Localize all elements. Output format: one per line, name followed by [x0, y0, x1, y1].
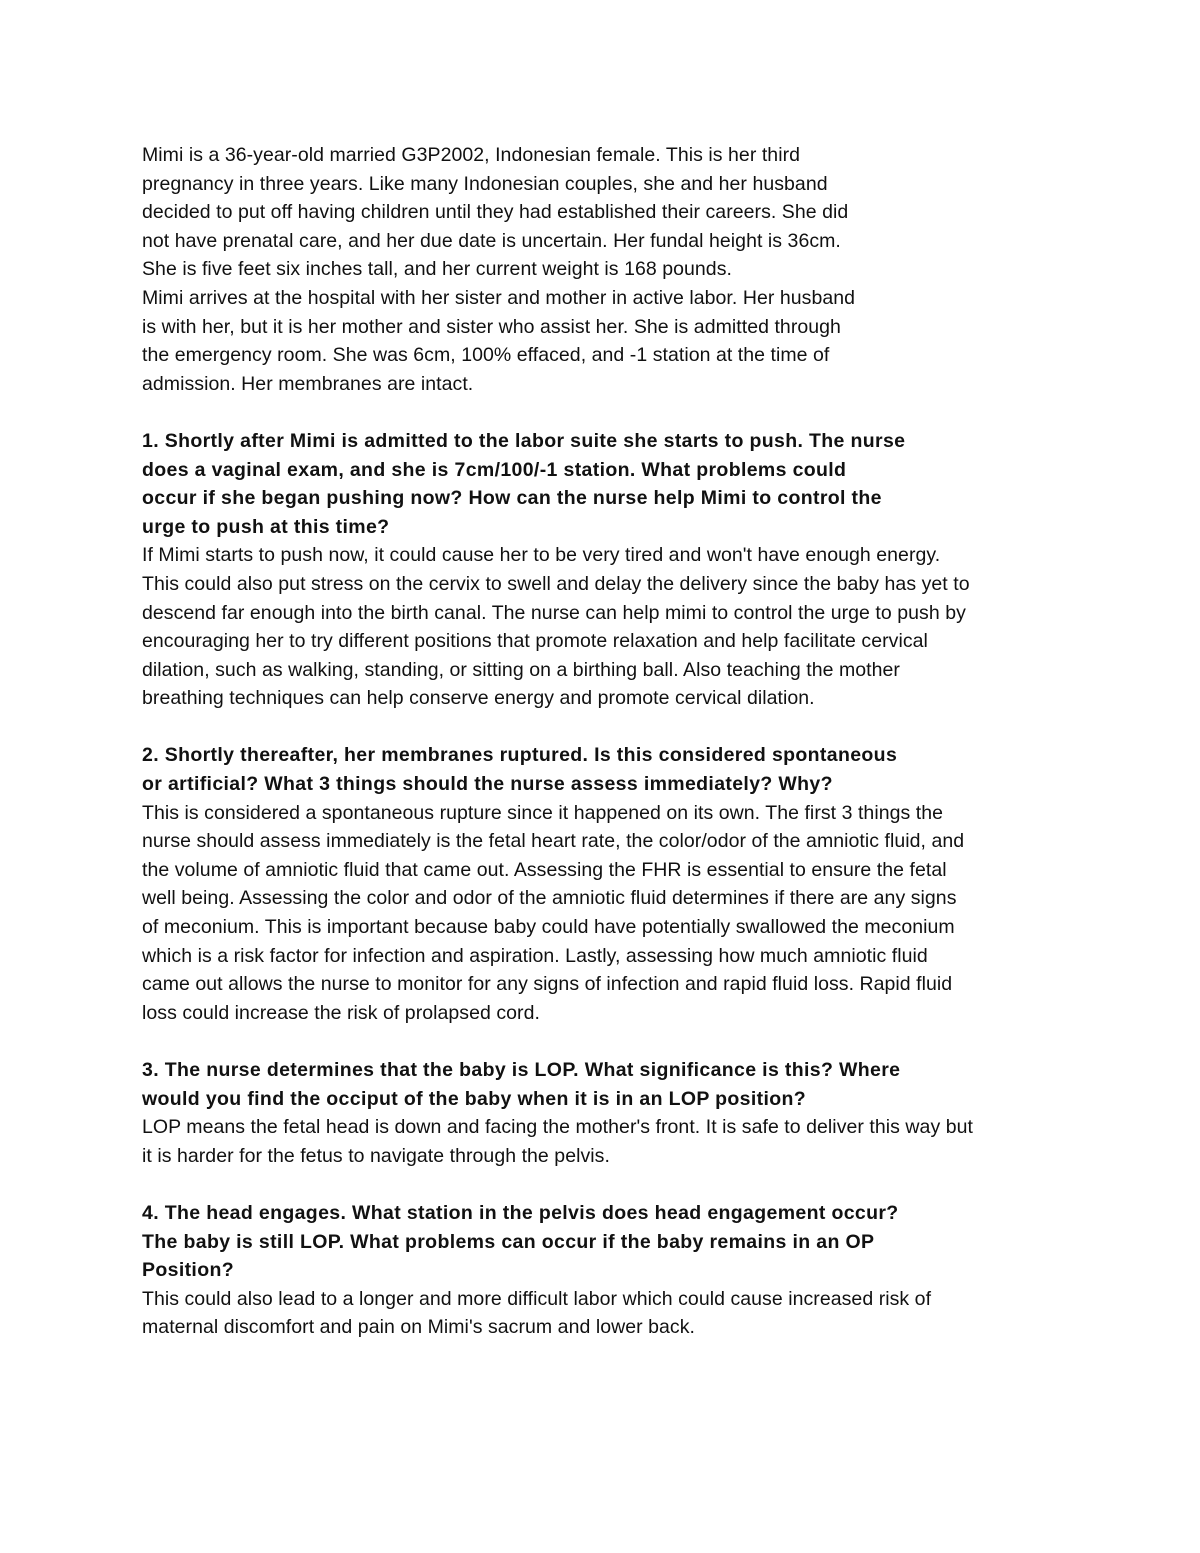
answer-line: This is considered a spontaneous rupture since it happened on its own. The first 3 things the	[142, 801, 944, 824]
question-block-4	[142, 1199, 1072, 1342]
intro-line: Mimi arrives at the hospital with her sister and mother in active labor. Her husband	[142, 286, 856, 309]
intro-line: She is five feet six inches tall, and her current weight is 168 pounds.	[142, 258, 732, 281]
answer-line: descend far enough into the birth canal. The nurse can help mimi to control the urge to push by	[142, 601, 966, 624]
intro-line: decided to put off having children until they had established their careers. She did	[142, 201, 849, 224]
answer-line: dilation, such as walking, standing, or sitting on a birthing ball. Also teaching the mother	[142, 658, 900, 681]
answer-line: If Mimi starts to push now, it could cause her to be very tired and won't have enough energy.	[142, 544, 941, 567]
answer-line: nurse should assess immediately is the fetal heart rate, the color/odor of the amniotic fluid, and	[142, 830, 965, 853]
answer-line: This could also put stress on the cervix to swell and delay the delivery since the baby has yet to	[142, 572, 970, 595]
question-line: would you find the occiput of the baby when it is in an LOP position?	[142, 1087, 807, 1110]
question-line: 3. The nurse determines that the baby is LOP. What significance is this? Where	[142, 1059, 901, 1081]
answer-line: the volume of amniotic fluid that came out. Assessing the FHR is essential to ensure the fetal	[142, 858, 947, 881]
answer-line: encouraging her to try different positions that promote relaxation and help facilitate cervical	[142, 630, 928, 653]
case-intro	[142, 141, 1072, 398]
answer-line: it is harder for the fetus to navigate through the pelvis.	[142, 1144, 610, 1167]
question-block-1	[142, 427, 1072, 713]
answer-line: came out allows the nurse to monitor for any signs of infection and rapid fluid loss. Rapid fluid	[142, 973, 953, 996]
answer-line: well being. Assessing the color and odor of the amniotic fluid determines if there are any signs	[142, 887, 957, 910]
answer-line: which is a risk factor for infection and aspiration. Lastly, assessing how much amniotic fluid	[142, 944, 928, 967]
intro-line: pregnancy in three years. Like many Indonesian couples, she and her husband	[142, 172, 828, 195]
intro-line: Mimi is a 36-year-old married G3P2002, Indonesian female. This is her third	[142, 144, 801, 166]
intro-line: is with her, but it is her mother and sister who assist her. She is admitted through	[142, 315, 841, 338]
answer-line: of meconium. This is important because baby could have potentially swallowed the meconium	[142, 916, 955, 939]
question-line: occur if she began pushing now? How can the nurse help Mimi to control the	[142, 487, 882, 510]
question-line: does a vaginal exam, and she is 7cm/100/-1 station. What problems could	[142, 458, 847, 481]
question-line: 1. Shortly after Mimi is admitted to the labor suite she starts to push. The nurse	[142, 429, 906, 452]
question-line: urge to push at this time?	[142, 515, 390, 538]
question-line: or artificial? What 3 things should the nurse assess immediately? Why?	[142, 773, 833, 796]
intro-line: the emergency room. She was 6cm, 100% effaced, and -1 station at the time of	[142, 344, 830, 367]
question-line: 2. Shortly thereafter, her membranes ruptured. Is this considered spontaneous	[142, 744, 898, 767]
answer-line: loss could increase the risk of prolapsed cord.	[142, 1001, 540, 1024]
question-line: The baby is still LOP. What problems can occur if the baby remains in an OP	[142, 1230, 875, 1253]
answer-line: This could also lead to a longer and more difficult labor which could cause increased risk of	[142, 1287, 932, 1310]
question-line: 4. The head engages. What station in the pelvis does head engagement occur?	[142, 1201, 899, 1224]
document-body	[142, 141, 1072, 1342]
answer-line: maternal discomfort and pain on Mimi's sacrum and lower back.	[142, 1316, 696, 1339]
question-block-2	[142, 741, 1072, 1027]
question-block-3	[142, 1056, 1072, 1170]
question-line: Position?	[142, 1259, 234, 1282]
intro-line: admission. Her membranes are intact.	[142, 372, 474, 395]
intro-line: not have prenatal care, and her due date is uncertain. Her fundal height is 36cm.	[142, 229, 841, 252]
answer-line: LOP means the fetal head is down and facing the mother's front. It is safe to deliver this way but	[142, 1116, 973, 1139]
answer-line: breathing techniques can help conserve energy and promote cervical dilation.	[142, 687, 815, 710]
